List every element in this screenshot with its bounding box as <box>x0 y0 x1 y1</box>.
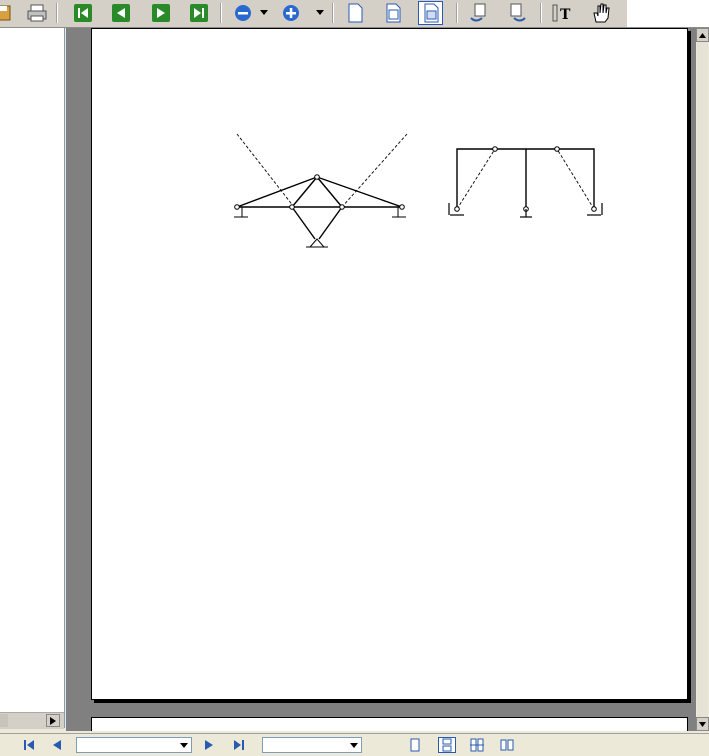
sidebar-horizontal-scrollbar[interactable] <box>0 712 64 729</box>
scroll-down-icon[interactable] <box>696 717 709 731</box>
bookmark-item[interactable] <box>0 60 64 74</box>
continuous-facing-icon[interactable] <box>498 737 516 753</box>
fit-page-icon[interactable] <box>380 1 405 25</box>
zoom-in-dropdown-icon[interactable] <box>314 1 326 25</box>
structure-figure <box>212 119 622 299</box>
next-page-icon[interactable] <box>148 1 173 25</box>
first-page-icon[interactable] <box>70 1 95 25</box>
document-viewport[interactable] <box>66 28 709 731</box>
single-page-icon[interactable] <box>406 737 424 753</box>
scroll-thumb[interactable] <box>0 714 8 727</box>
print-icon[interactable] <box>24 1 49 25</box>
status-bar <box>0 733 709 756</box>
pdf-page <box>91 28 688 700</box>
bookmark-item[interactable] <box>0 46 64 60</box>
chevron-down-icon[interactable] <box>350 743 358 748</box>
foxit-ad-banner[interactable] <box>627 0 709 27</box>
hand-tool-icon[interactable] <box>588 1 613 25</box>
page-number-field[interactable] <box>76 737 192 753</box>
previous-page-icon[interactable] <box>48 737 66 753</box>
zoom-field[interactable] <box>262 737 362 753</box>
bookmark-item[interactable] <box>0 32 64 46</box>
fit-width-icon[interactable] <box>418 1 443 25</box>
toolbar <box>0 0 709 28</box>
scroll-track[interactable] <box>697 42 708 718</box>
first-page-icon[interactable] <box>20 737 38 753</box>
next-pdf-page <box>91 717 688 731</box>
actual-size-icon[interactable] <box>342 1 367 25</box>
facing-page-icon[interactable] <box>468 737 486 753</box>
rotate-right-icon[interactable] <box>504 1 529 25</box>
save-icon[interactable] <box>0 1 15 25</box>
continuous-page-icon[interactable] <box>438 737 456 753</box>
rotate-left-icon[interactable] <box>466 1 491 25</box>
zoom-out-icon[interactable] <box>230 1 255 25</box>
last-page-icon[interactable] <box>230 737 248 753</box>
previous-page-icon[interactable] <box>108 1 133 25</box>
vertical-scrollbar[interactable] <box>696 28 709 731</box>
text-select-icon[interactable] <box>550 1 575 25</box>
bookmark-panel <box>0 28 65 728</box>
svg-text:T: T <box>559 7 570 23</box>
last-page-icon[interactable] <box>186 1 211 25</box>
scroll-up-icon[interactable] <box>696 28 709 42</box>
next-page-icon[interactable] <box>200 737 218 753</box>
zoom-out-dropdown-icon[interactable] <box>258 1 270 25</box>
zoom-in-icon[interactable] <box>278 1 303 25</box>
chevron-down-icon[interactable] <box>180 743 188 748</box>
scroll-right-icon[interactable] <box>46 714 60 727</box>
